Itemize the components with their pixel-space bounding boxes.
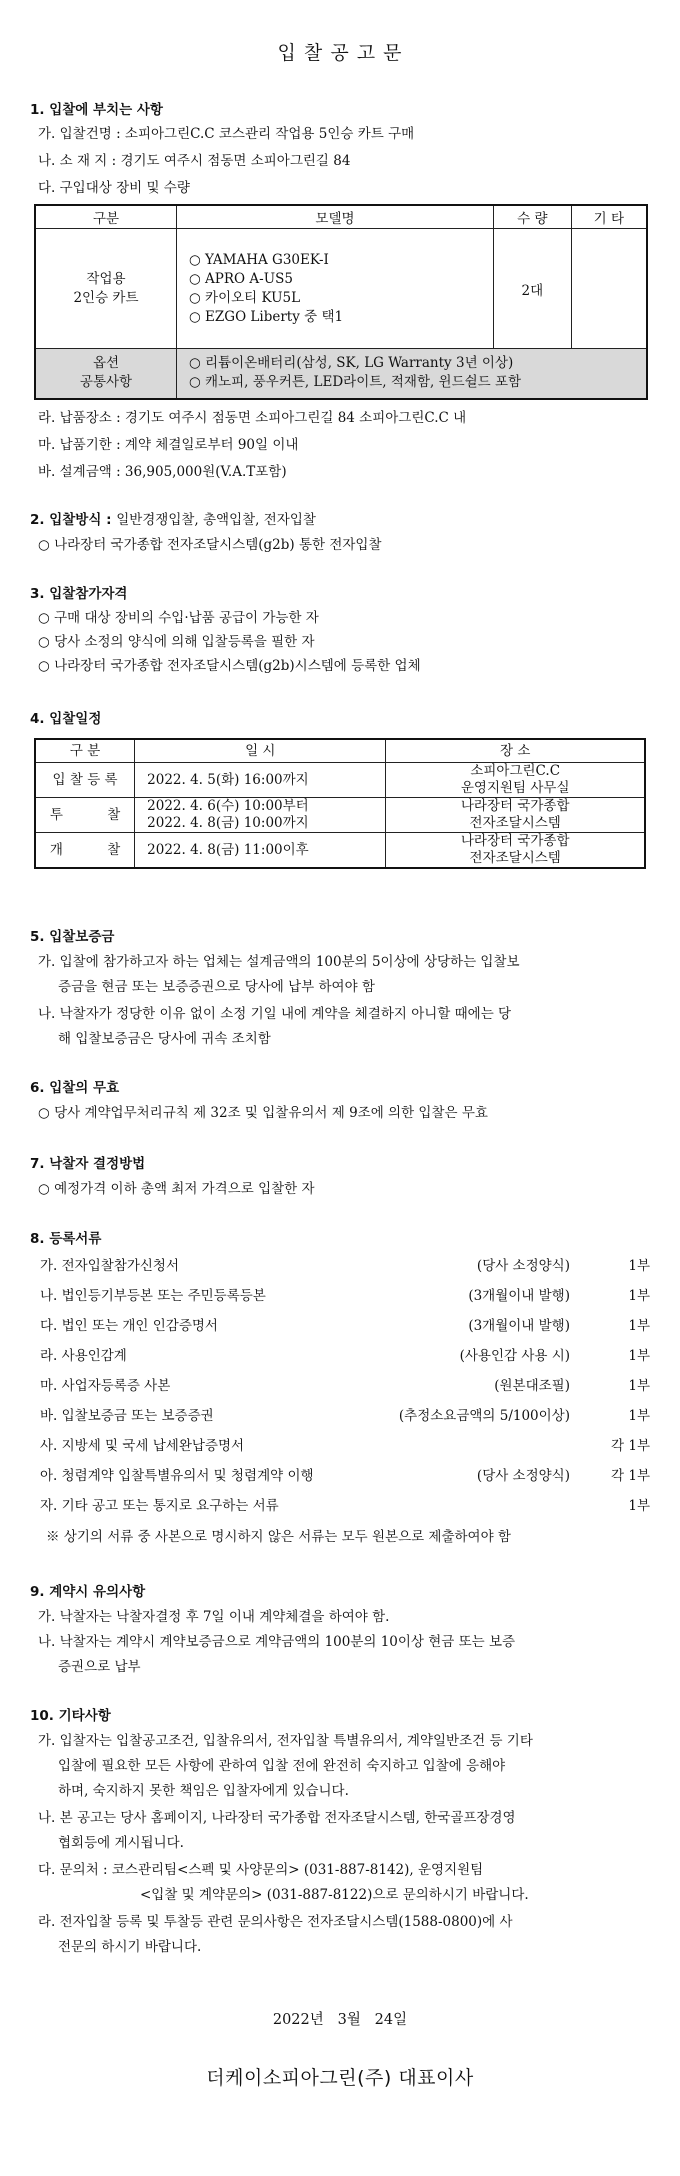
time-line: 2022. 4. 8(금) 11:00이후 <box>147 841 309 858</box>
schedule-label: 개 찰 <box>35 833 135 869</box>
section-9-heading: 9. 계약시 유의사항 <box>30 1584 146 1600</box>
document-name: 자. 기타 공고 또는 통지로 요구하는 서류 <box>40 1498 279 1514</box>
s1-item-e: 마. 납품기한 : 계약 체결일로부터 90일 이내 <box>38 437 299 453</box>
document-note: (3개월이내 발행) <box>468 1288 570 1304</box>
category-line: 옵션 <box>92 355 120 372</box>
document-name: 사. 지방세 및 국세 납세완납증명서 <box>40 1438 245 1454</box>
notice-date: 2022년 3월 24일 <box>272 2012 408 2028</box>
s1-item-a: 가. 입찰건명 : 소피아그린C.C 코스관리 작업용 5인승 카트 구매 <box>38 126 415 142</box>
document-note: (원본대조필) <box>494 1378 570 1394</box>
schedule-label: 입 찰 등 록 <box>35 763 135 798</box>
s9-item-a: 가. 낙찰자는 낙찰자결정 후 7일 이내 계약체결을 하여야 함. <box>38 1609 390 1625</box>
place-line: 전자조달시스템 <box>469 815 561 831</box>
equipment-row <box>35 229 647 349</box>
schedule-time <box>135 833 386 869</box>
time-line: 2022. 4. 5(화) 16:00까지 <box>147 771 309 788</box>
schedule-header <box>35 739 645 763</box>
header-cell: 장 소 <box>386 739 645 763</box>
s2-item: ○ 나라장터 국가종합 전자조달시스템(g2b) 통한 전자입찰 <box>38 537 382 553</box>
s1-item-f: 바. 설계금액 : 36,905,000원(V.A.T포함) <box>38 464 287 480</box>
document-count: 1부 <box>628 1318 650 1334</box>
option-item: ○ 리튬이온배터리(삼성, SK, LG Warranty 3년 이상) <box>188 355 514 372</box>
s10-item-c-cont: <입찰 및 계약문의> (031-887-8122)으로 문의하시기 바랍니다. <box>140 1887 529 1903</box>
schedule-label: 투 찰 <box>35 798 135 833</box>
document-name: 바. 입찰보증금 또는 보증증권 <box>40 1408 214 1424</box>
document-row <box>40 1314 650 1334</box>
section-7-heading: 7. 낙찰자 결정방법 <box>30 1156 146 1172</box>
section-1-heading: 1. 입찰에 부치는 사항 <box>30 102 163 118</box>
document-note: (당사 소정양식) <box>476 1468 570 1484</box>
equipment-table-header <box>35 205 647 229</box>
model-item: ○ EZGO Liberty 중 택1 <box>188 308 344 325</box>
header-cell: 모델명 <box>176 205 493 229</box>
document-name: 나. 법인등기부등본 또는 주민등록등본 <box>40 1288 266 1304</box>
section-8-heading: 8. 등록서류 <box>30 1231 102 1247</box>
header-cell: 수 량 <box>494 205 572 229</box>
s10-item-b: 나. 본 공고는 당사 홈페이지, 나라장터 국가종합 전자조달시스템, 한국골프장경영 <box>38 1810 516 1826</box>
s3-item: ○ 구매 대상 장비의 수입·납품 공급이 가능한 자 <box>38 610 319 626</box>
place-line: 소피아그린C.C <box>470 763 561 779</box>
s7-item: ○ 예정가격 이하 총액 최저 가격으로 입찰한 자 <box>38 1181 315 1197</box>
document-count: 1부 <box>628 1408 650 1424</box>
s5-item-b-cont: 해 입찰보증금은 당사에 귀속 조치함 <box>58 1031 271 1047</box>
s3-item: ○ 나라장터 국가종합 전자조달시스템(g2b)시스템에 등록한 업체 <box>38 658 421 674</box>
place-line: 나라장터 국가종합 <box>460 798 570 814</box>
document-count: 각 1부 <box>611 1438 650 1454</box>
document-count: 1부 <box>628 1378 650 1394</box>
s10-item-d-cont: 전문의 하시기 바랍니다. <box>58 1939 202 1955</box>
option-item: ○ 캐노피, 풍우커튼, LED라이트, 적재함, 윈드쉴드 포함 <box>188 374 522 391</box>
schedule-table <box>34 738 646 869</box>
s6-item: ○ 당사 계약업무처리규칙 제 32조 및 입찰유의서 제 9조에 의한 입찰은 무효 <box>38 1105 488 1121</box>
schedule-place <box>386 763 645 798</box>
s9-item-b: 나. 낙찰자는 계약시 계약보증금으로 계약금액의 100분의 10이상 현금 또는 보증 <box>38 1634 516 1650</box>
models-cell <box>176 229 493 349</box>
document-row <box>40 1434 650 1454</box>
schedule-place <box>386 833 645 869</box>
document-row <box>40 1344 650 1364</box>
options-cell <box>176 349 647 399</box>
section-3-heading: 3. 입찰참가자격 <box>30 586 128 602</box>
section-5-heading: 5. 입찰보증금 <box>30 929 115 945</box>
options-row <box>35 349 647 399</box>
document-count: 1부 <box>628 1288 650 1304</box>
document-note: (사용인감 사용 시) <box>459 1348 570 1364</box>
model-item: ○ APRO A-US5 <box>188 270 293 287</box>
s9-item-b-cont: 증권으로 납부 <box>58 1659 141 1675</box>
header-cell: 구 분 <box>35 739 135 763</box>
document-name: 마. 사업자등록증 사본 <box>40 1378 171 1394</box>
s5-item-a-cont: 증금을 현금 또는 보증증권으로 당사에 납부 하여야 함 <box>58 979 375 995</box>
time-line: 2022. 4. 8(금) 10:00까지 <box>147 815 309 831</box>
place-line: 전자조달시스템 <box>469 850 561 866</box>
document-count: 1부 <box>628 1258 650 1274</box>
header-cell: 일 시 <box>135 739 386 763</box>
model-item: ○ 카이오티 KU5L <box>188 289 301 306</box>
section-6-heading: 6. 입찰의 무효 <box>30 1080 120 1096</box>
time-line: 2022. 4. 6(수) 10:00부터 <box>147 798 309 814</box>
schedule-row <box>35 763 645 798</box>
category-cell <box>35 229 176 349</box>
schedule-time <box>135 763 386 798</box>
document-name: 라. 사용인감계 <box>40 1348 127 1364</box>
schedule-place <box>386 798 645 833</box>
s10-item-a: 가. 입찰자는 입찰공고조건, 입찰유의서, 전자입찰 특별유의서, 계약일반조건 등 기타 <box>38 1733 533 1749</box>
s1-item-b: 나. 소 재 지 : 경기도 여주시 점동면 소피아그린길 84 <box>38 153 351 169</box>
s10-item-a-cont: 입찰에 필요한 모든 사항에 관하여 입찰 전에 완전히 숙지하고 입찰에 응해야 <box>58 1758 506 1774</box>
place-line: 운영지원팀 사무실 <box>460 780 570 796</box>
document-count: 각 1부 <box>611 1468 650 1484</box>
s10-item-b-cont: 협회등에 게시됩니다. <box>58 1835 184 1851</box>
header-cell: 구분 <box>35 205 176 229</box>
signature: 더케이소피아그린(주) 대표이사 <box>206 2067 474 2089</box>
document-note: (3개월이내 발행) <box>468 1318 570 1334</box>
document-row <box>40 1254 650 1274</box>
header-cell: 기 타 <box>571 205 647 229</box>
section-4-heading: 4. 입찰일정 <box>30 711 102 727</box>
quantity-cell: 2대 <box>494 229 572 349</box>
document-name: 가. 전자입찰참가신청서 <box>40 1258 179 1274</box>
s10-item-c: 다. 문의처 : 코스관리팀<스펙 및 사양문의> (031-887-8142), 운영지원팀 <box>38 1862 484 1878</box>
section-2-label: 2. 입찰방식 : <box>30 512 112 528</box>
place-line: 나라장터 국가종합 <box>460 833 570 849</box>
category-line: 작업용 <box>86 270 126 287</box>
s3-item: ○ 당사 소정의 양식에 의해 입찰등록을 필한 자 <box>38 634 315 650</box>
s1-item-d: 라. 납품장소 : 경기도 여주시 점동면 소피아그린길 84 소피아그린C.C 내 <box>38 410 467 426</box>
document-note: (추정소요금액의 5/100이상) <box>398 1408 570 1424</box>
page-title: 입 찰 공 고 문 <box>277 42 403 64</box>
equipment-table <box>34 204 648 400</box>
schedule-row <box>35 833 645 869</box>
document-count: 1부 <box>628 1498 650 1514</box>
bid-method: 일반경쟁입찰, 총액입찰, 전자입찰 <box>116 512 316 528</box>
s10-item-a-cont: 하며, 숙지하지 못한 책임은 입찰자에게 있습니다. <box>58 1783 349 1799</box>
document-row <box>40 1374 650 1394</box>
document-note: (당사 소정양식) <box>476 1258 570 1274</box>
section-2-heading <box>30 508 316 528</box>
document-count: 1부 <box>628 1348 650 1364</box>
document-row <box>40 1284 650 1304</box>
section-10-heading: 10. 기타사항 <box>30 1708 111 1724</box>
document-row <box>40 1404 650 1424</box>
document-name: 다. 법인 또는 개인 인감증명서 <box>40 1318 218 1334</box>
document-row <box>40 1464 650 1484</box>
documents-note: ※ 상기의 서류 중 사본으로 명시하지 않은 서류는 모두 원본으로 제출하여야 함 <box>46 1529 511 1545</box>
s5-item-a: 가. 입찰에 참가하고자 하는 업체는 설계금액의 100분의 5이상에 상당하는 입찰보 <box>38 954 520 970</box>
model-item: ○ YAMAHA G30EK-I <box>188 251 329 268</box>
options-category-cell <box>35 349 176 399</box>
schedule-row <box>35 798 645 833</box>
document-name: 아. 청렴계약 입찰특별유의서 및 청렴계약 이행 <box>40 1468 314 1484</box>
etc-cell <box>571 229 647 349</box>
s1-item-c: 다. 구입대상 장비 및 수량 <box>38 180 190 196</box>
category-line: 공통사항 <box>79 374 133 391</box>
s10-item-d: 라. 전자입찰 등록 및 투찰등 관련 문의사항은 전자조달시스템(1588-0800)에 사 <box>38 1914 513 1930</box>
s5-item-b: 나. 낙찰자가 정당한 이유 없이 소정 기일 내에 계약을 체결하지 아니할 때에는 당 <box>38 1006 512 1022</box>
category-line: 2인승 카트 <box>73 289 139 306</box>
schedule-time <box>135 798 386 833</box>
document-row <box>40 1494 650 1514</box>
